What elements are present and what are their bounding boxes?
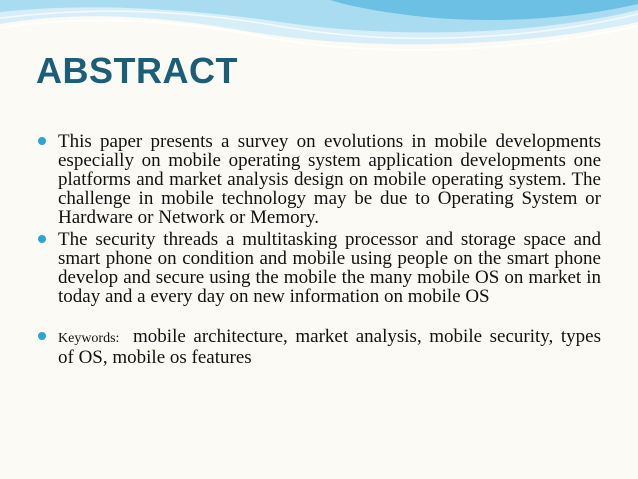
keywords-text: mobile architecture, market analysis, mobile security, types of OS, mobile os features: [58, 326, 601, 368]
bullet-dot-icon: [38, 332, 46, 340]
bullet-item-keywords: [38, 327, 601, 367]
bullet-text: The security threads a multitasking processor and storage space and smart phone on condition and mobile using people on the smart phone develop and secure using the mobile the many mobile OS on market in today and a every day on new information on mobile OS: [58, 229, 601, 307]
bullet-dot-icon: [38, 137, 46, 145]
slide-title: ABSTRACT: [36, 50, 238, 91]
bullet-dot-icon: [38, 235, 46, 243]
bullet-item-1: [38, 132, 601, 227]
bullet-list: [38, 132, 601, 367]
keywords-separator: :: [115, 331, 120, 346]
bullet-text: This paper presents a survey on evolutions in mobile developments especially on mobile operating system application developments one platforms and market analysis design on mobile operating system. The challenge in mobile technology may be due to Operating System or Hardware or Network or Memory.: [58, 131, 601, 228]
bullet-item-2: [38, 230, 601, 306]
keywords-label: Keywords: [58, 331, 116, 346]
